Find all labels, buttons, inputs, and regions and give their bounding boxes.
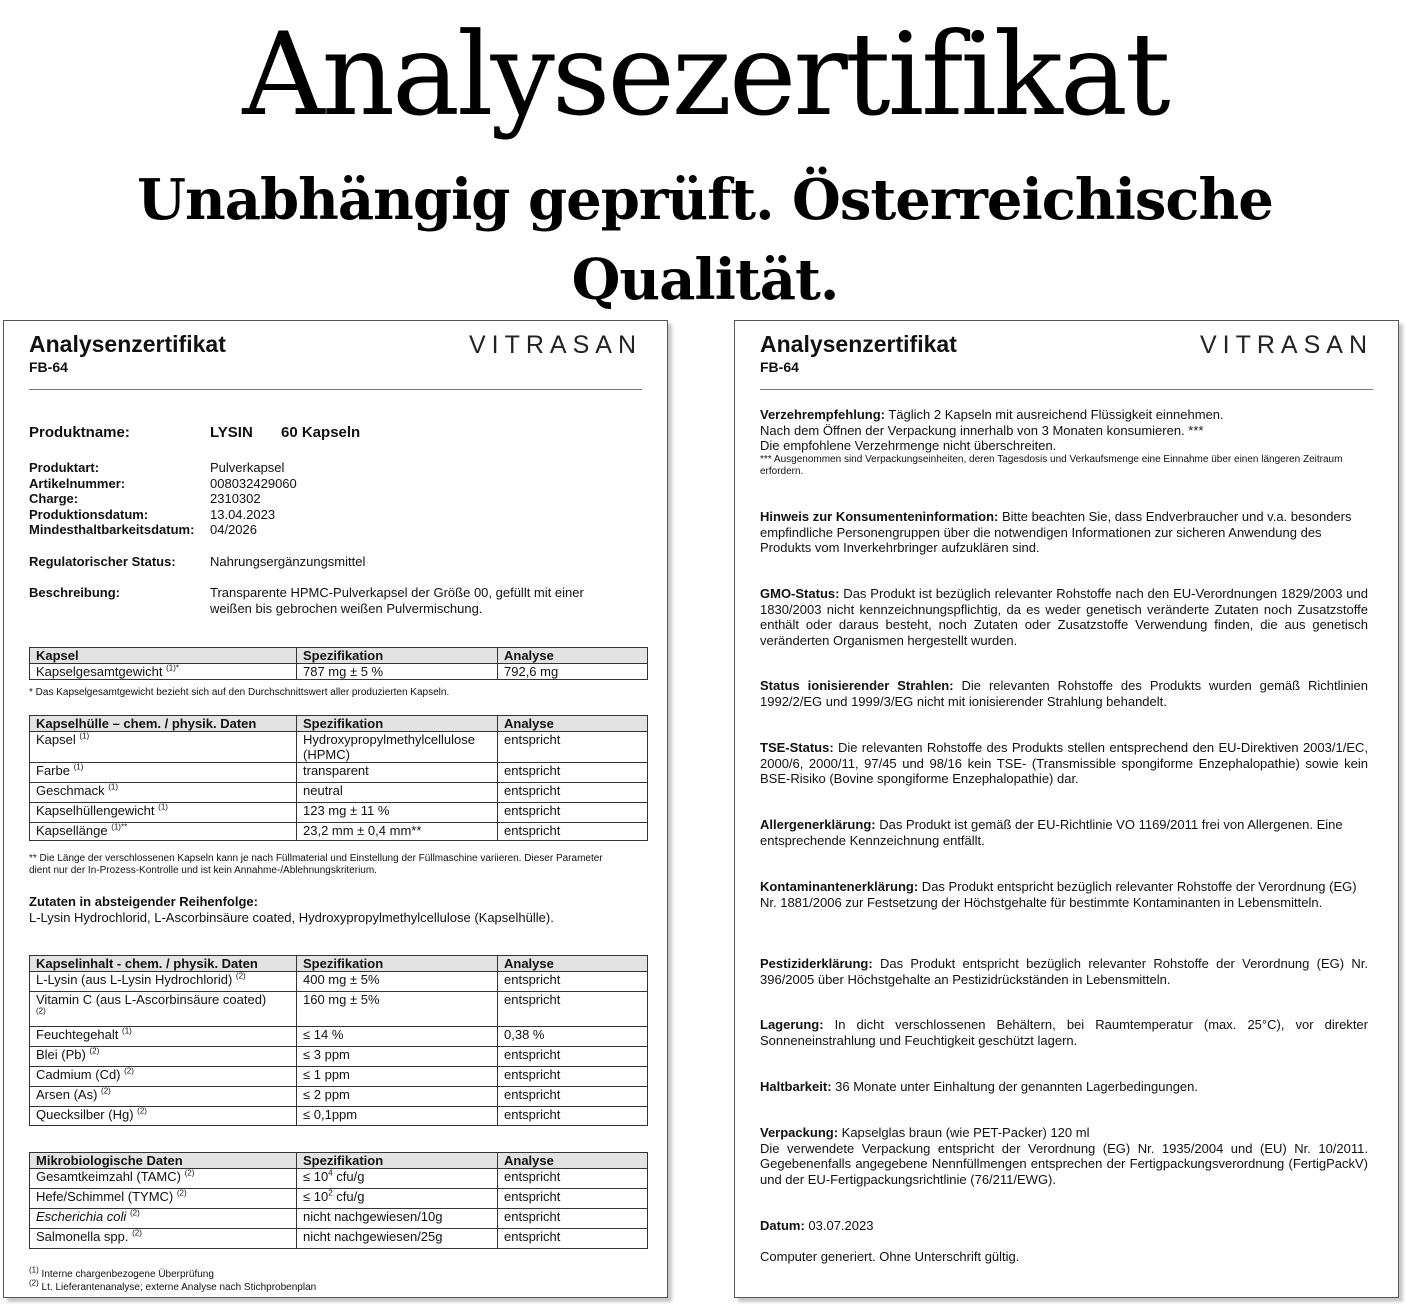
section-date	[760, 1218, 1368, 1234]
section-line: Die verwendete Verpackung entspricht der Verordnung (EG) Nr. 1935/2004 und (EU) Nr. 10/2011. Gegebenenfalls angegebene Nennfüllmengen entsprechen der Fertigpackungsverordnung (FertigPackV) und der EU-Fertigpackungsrichtlinie (76/211/EWG).	[760, 1140, 1368, 1187]
section-contaminants	[760, 879, 1368, 910]
doc-title: Analysenzertifikat	[29, 331, 226, 357]
section-label: Haltbarkeit:	[760, 1079, 832, 1094]
row-name: Kapselgesamtgewicht	[36, 664, 163, 679]
column-header: Analyse	[498, 1153, 648, 1169]
section-text: Die relevanten Rohstoffe des Produkts wurden gemäß Richtlinien 1992/2/EG und 1999/3/EG nicht mit ionisierender Strahlung behandelt.	[760, 678, 1368, 709]
row-footnote-ref: (1)*	[166, 663, 179, 673]
section-text: Kapselglas braun (wie PET-Packer) 120 ml	[838, 1125, 1090, 1140]
row-spec-unit: cfu/g	[332, 1169, 365, 1184]
doc-code: FB-64	[760, 359, 799, 375]
table-row	[30, 823, 648, 841]
field-value: 04/2026	[210, 522, 257, 537]
section-label: Status ionisierender Strahlen:	[760, 678, 954, 693]
row-footnote-ref: (2)	[132, 1228, 142, 1238]
table-row	[30, 1209, 648, 1229]
row-name: L-Lysin (aus L-Lysin Hydrochlorid)	[36, 972, 233, 987]
section-note: *** Ausgenommen sind Verpackungseinheiten, deren Tagesdosis und Verkaufsmenge eine Einnahme über einen längeren Zeitraum erfordern.	[760, 453, 1343, 477]
row-spec: neutral	[297, 783, 498, 803]
section-text: Das Produkt ist bezüglich relevanter Rohstoffe nach den EU-Verordnungen 1829/2003 und 1830/2003 nicht kennzeichnungspflichtig, da es weder genetisch veränderte Zutaten noch Zusatzstoffe enthält oder daraus besteht, noch Zutaten oder Zusatzstoffe Verwendung finden, die aus genetisch veränderten Organismen hergestellt wurden.	[760, 586, 1368, 648]
row-footnote-ref: (2)	[176, 1188, 187, 1198]
row-name: Vitamin C (aus L-Ascorbinsäure coated)	[36, 992, 267, 1007]
row-result: 0,38 %	[498, 1027, 648, 1047]
footnote-marker: (2)	[29, 1278, 39, 1288]
row-name: Kapselhüllengewicht	[36, 803, 155, 818]
row-spec-exponent: 4	[328, 1168, 333, 1178]
row-name: Blei (Pb)	[36, 1047, 86, 1062]
header-divider	[760, 389, 1373, 390]
column-header: Spezifikation	[297, 648, 498, 664]
section-label: Allergenerklärung:	[760, 817, 876, 832]
field-label: Charge:	[29, 491, 79, 506]
row-spec-exponent: 2	[328, 1188, 333, 1198]
field-row	[29, 460, 297, 476]
row-name: Feuchtegehalt	[36, 1027, 119, 1042]
section-allergen	[760, 817, 1368, 848]
field-label: Produktart:	[29, 460, 100, 475]
section-label: Lagerung:	[760, 1017, 824, 1032]
section-text: Bitte beachten Sie, dass Endverbraucher und v.a. besonders empfindliche Personengruppen über die notwendigen Informationen zur sicheren Anwendung des Produkts vom Inverkehrbringer aufzuklären sind.	[760, 509, 1352, 555]
capsule-footnote: * Das Kapselgesamtgewicht bezieht sich auf den Durchschnittswert aller produzierten Kapseln.	[29, 687, 450, 698]
table-row	[30, 732, 648, 763]
row-result: 792,6 mg	[498, 664, 648, 680]
row-result: entspricht	[498, 1169, 648, 1189]
row-spec: nicht nachgewiesen/10g	[297, 1209, 498, 1229]
table-header-row	[30, 956, 648, 972]
doc-title: Analysenzertifikat	[760, 331, 957, 357]
section-text: In dicht verschlossenen Behältern, bei Raumtemperatur (max. 25°C), vor direkter Sonneneinstrahlung und Feuchtigkeit geschützt lagern.	[760, 1017, 1368, 1048]
regulatory-value: Nahrungsergänzungsmittel	[210, 554, 366, 569]
row-name: Salmonella spp.	[36, 1229, 129, 1244]
row-footnote-ref: (2)	[184, 1168, 195, 1178]
row-name: Quecksilber (Hg)	[36, 1107, 134, 1122]
section-label: GMO-Status:	[760, 586, 840, 601]
row-spec: ≤ 3 ppm	[297, 1047, 498, 1067]
row-spec: transparent	[297, 763, 498, 783]
row-footnote-ref: (2)	[137, 1106, 147, 1116]
description-value: Transparente HPMC-Pulverkapsel der Größe 00, gefüllt mit einer weißen bis gebrochen weißen Pulvermischung.	[210, 585, 584, 616]
section-consumption	[760, 407, 1368, 478]
column-header: Spezifikation	[297, 956, 498, 972]
field-value: 008032429060	[210, 475, 297, 491]
row-result: entspricht	[498, 1209, 648, 1229]
section-tse	[760, 740, 1368, 787]
row-name: Escherichia coli	[36, 1209, 127, 1224]
row-footnote-ref: (1)	[73, 762, 84, 772]
row-footnote-ref: (2)	[36, 1006, 46, 1016]
row-footnote-ref: (1)	[122, 1026, 132, 1036]
row-footnote-ref: (2)	[89, 1046, 100, 1056]
row-result: entspricht	[498, 1189, 648, 1209]
table-header-row	[30, 716, 648, 732]
section-consumer-info	[760, 509, 1368, 556]
date-label: Datum:	[760, 1218, 805, 1233]
hero-title: Analysezertifikat	[242, 8, 1168, 141]
table-row	[30, 803, 648, 823]
field-row	[29, 507, 297, 523]
product-count: 60 Kapseln	[281, 424, 361, 441]
row-name: Kapsel	[36, 732, 76, 747]
column-header: Kapselinhalt - chem. / physik. Daten	[30, 956, 297, 972]
field-value: Pulverkapsel	[210, 460, 285, 475]
row-spec: ≤ 0,1ppm	[297, 1107, 498, 1126]
field-value: 2310302	[210, 491, 261, 506]
row-result: entspricht	[498, 763, 648, 783]
product-name-label: Produktname:	[29, 424, 130, 441]
section-radiation	[760, 678, 1368, 709]
table-header-row	[30, 1153, 648, 1169]
section-label: Verpackung:	[760, 1125, 839, 1140]
section-shelf-life	[760, 1079, 1368, 1095]
ingredients-value: L-Lysin Hydrochlorid, L-Ascorbinsäure coated, Hydroxypropylmethylcellulose (Kapselhülle).	[29, 910, 554, 925]
table-row	[30, 992, 648, 1027]
field-row	[29, 491, 297, 507]
table-header-row	[30, 648, 648, 664]
table-capsule	[29, 647, 648, 680]
table-row	[30, 1027, 648, 1047]
footnote-2	[29, 1278, 317, 1294]
table-row	[30, 1189, 648, 1209]
field-row	[29, 476, 297, 492]
date-value: 03.07.2023	[804, 1218, 874, 1233]
section-label: Kontaminantenerklärung:	[760, 879, 919, 894]
section-packaging	[760, 1125, 1368, 1187]
shell-footnote: ** Die Länge der verschlossenen Kapseln kann je nach Füllmaterial und Einstellung der Füllmaschine variieren. Dieser Parameter dient nur der In-Prozess-Kontrolle und ist kein Annahme-/Ablehnungskriterium.	[29, 853, 603, 876]
row-spec: ≤ 14 %	[297, 1027, 498, 1047]
field-label: Mindesthaltbarkeitsdatum:	[29, 522, 195, 537]
column-header: Analyse	[498, 648, 648, 664]
column-header: Kapsel	[30, 648, 297, 664]
table-row	[30, 1087, 648, 1107]
row-name: Geschmack	[36, 783, 105, 798]
hero-subtitle: Unabhängig geprüft. Österreichische Qualität.	[137, 167, 1273, 313]
table-contents	[29, 955, 648, 1126]
row-footnote-ref: (2)	[124, 1066, 134, 1076]
row-spec: ≤ 2 ppm	[297, 1087, 498, 1107]
table-row	[30, 1229, 648, 1249]
section-text: Die relevanten Rohstoffe des Produkts stellen entsprechend den EU-Direktiven 2003/1/EC, 2000/6, 2000/11, 97/45 und 98/16 kein TSE- (Transmissible spongiforme Enzephalopathie) sowie kein BSE-Risiko (Bovine spongiforme Enzephalopathie) dar.	[760, 740, 1368, 786]
section-text: Das Produkt entspricht bezüglich relevanter Rohstoffe der Verordnung (EG) Nr. 396/2005 über Höchstgehalte an Pestizidrückständen in Lebensmitteln.	[760, 956, 1368, 987]
header-divider	[29, 389, 642, 390]
row-result: entspricht	[498, 1047, 648, 1067]
table-row	[30, 783, 648, 803]
table-row	[30, 664, 648, 680]
row-spec: 123 mg ± 11 %	[297, 803, 498, 823]
table-row	[30, 763, 648, 783]
row-spec: Hydroxypropylmethylcellulose (HPMC)	[297, 732, 498, 763]
row-result: entspricht	[498, 972, 648, 992]
table-shell	[29, 715, 648, 841]
doc-code: FB-64	[29, 359, 68, 375]
field-row	[29, 522, 297, 538]
section-pesticides	[760, 956, 1368, 987]
row-result: entspricht	[498, 1087, 648, 1107]
row-name: Arsen (As)	[36, 1087, 98, 1102]
row-name: Gesamtkeimzahl (TAMC)	[36, 1169, 181, 1184]
closing-note: Computer generiert. Ohne Unterschrift gültig.	[760, 1249, 1020, 1264]
row-result: entspricht	[498, 783, 648, 803]
row-result: entspricht	[498, 1107, 648, 1126]
column-header: Spezifikation	[297, 1153, 498, 1169]
table-row	[30, 1047, 648, 1067]
section-gmo	[760, 586, 1368, 648]
column-header: Mikrobiologische Daten	[30, 1153, 297, 1169]
table-row	[30, 972, 648, 992]
row-result: entspricht	[498, 1229, 648, 1249]
row-footnote-ref: (1)	[158, 802, 168, 812]
row-result: entspricht	[498, 1067, 648, 1087]
section-text: Das Produkt ist gemäß der EU-Richtlinie VO 1169/2011 frei von Allergenen. Eine entsprechende Kennzeichnung entfällt.	[760, 817, 1343, 848]
section-line: Die empfohlene Verzehrmenge nicht überschreiten.	[760, 438, 1057, 453]
table-row	[30, 1107, 648, 1126]
row-spec-unit: cfu/g	[332, 1189, 365, 1204]
section-text: 36 Monate unter Einhaltung der genannten Lagerbedingungen.	[831, 1079, 1198, 1094]
column-header: Analyse	[498, 956, 648, 972]
row-name: Kapsellänge	[36, 823, 108, 838]
section-text: Täglich 2 Kapseln mit ausreichend Flüssigkeit einnehmen.	[884, 407, 1224, 422]
brand-logo: VITRASAN	[468, 331, 642, 359]
row-result: entspricht	[498, 823, 648, 841]
field-label: Artikelnummer:	[29, 475, 126, 491]
brand-logo: VITRASAN	[1199, 331, 1373, 359]
regulatory-label: Regulatorischer Status:	[29, 554, 176, 569]
certificate-page-left	[3, 320, 668, 1298]
table-row	[30, 1067, 648, 1087]
row-spec: ≤ 10	[303, 1169, 329, 1184]
section-line: Nach dem Öffnen der Verpackung innerhalb von 3 Monaten konsumieren. ***	[760, 422, 1204, 438]
field-label: Produktionsdatum:	[29, 506, 149, 522]
section-storage	[760, 1017, 1368, 1048]
row-result: entspricht	[498, 803, 648, 823]
column-header: Analyse	[498, 716, 648, 732]
row-spec: 400 mg ± 5%	[297, 972, 498, 992]
description-label: Beschreibung:	[29, 585, 121, 600]
row-result: entspricht	[498, 992, 648, 1027]
table-microbiology	[29, 1152, 648, 1249]
column-header: Spezifikation	[297, 716, 498, 732]
row-footnote-ref: (2)	[129, 1208, 140, 1218]
row-footnote-ref: (2)	[235, 971, 246, 981]
section-label: TSE-Status:	[760, 740, 834, 755]
ingredients-label: Zutaten in absteigender Reihenfolge:	[29, 894, 258, 909]
row-spec: ≤ 1 ppm	[297, 1067, 498, 1087]
certificate-page-right	[734, 320, 1399, 1298]
section-label: Pestiziderklärung:	[760, 956, 873, 971]
row-spec: 160 mg ± 5%	[297, 992, 498, 1027]
row-footnote-ref: (2)	[101, 1086, 111, 1096]
column-header: Kapselhülle – chem. / physik. Daten	[30, 716, 297, 732]
row-name: Farbe	[36, 763, 70, 778]
row-footnote-ref: (1)	[79, 731, 90, 741]
row-spec: 23,2 mm ± 0,4 mm**	[297, 823, 498, 841]
section-label: Hinweis zur Konsumenteninformation:	[760, 509, 999, 524]
section-label: Verzehrempfehlung:	[760, 407, 885, 422]
field-value: 13.04.2023	[210, 506, 276, 522]
section-text: Das Produkt entspricht bezüglich relevanter Rohstoffe der Verordnung (EG) Nr. 1881/2006 zur Festsetzung der Höchstgehalte für bestimmte Kontaminanten in Lebensmitteln.	[760, 879, 1357, 910]
footnote-marker: (1)	[29, 1265, 39, 1275]
row-spec: ≤ 10	[303, 1189, 329, 1204]
row-name: Hefe/Schimmel (TYMC)	[36, 1189, 174, 1204]
table-row	[30, 1169, 648, 1189]
row-result: entspricht	[498, 732, 648, 763]
product-name: LYSIN	[210, 424, 253, 441]
row-footnote-ref: (1)	[108, 782, 119, 792]
row-footnote-ref: (1)**	[111, 822, 128, 832]
product-fields	[29, 460, 297, 538]
row-name: Cadmium (Cd)	[36, 1067, 121, 1082]
row-spec: 787 mg ± 5 %	[297, 664, 498, 680]
footnote-text: Lt. Lieferantenanalyse; externe Analyse nach Stichprobenplan	[38, 1282, 317, 1293]
footnote-text: Interne chargenbezogene Überprüfung	[38, 1269, 214, 1280]
footnote-1	[29, 1265, 214, 1281]
row-spec: nicht nachgewiesen/25g	[297, 1229, 498, 1249]
